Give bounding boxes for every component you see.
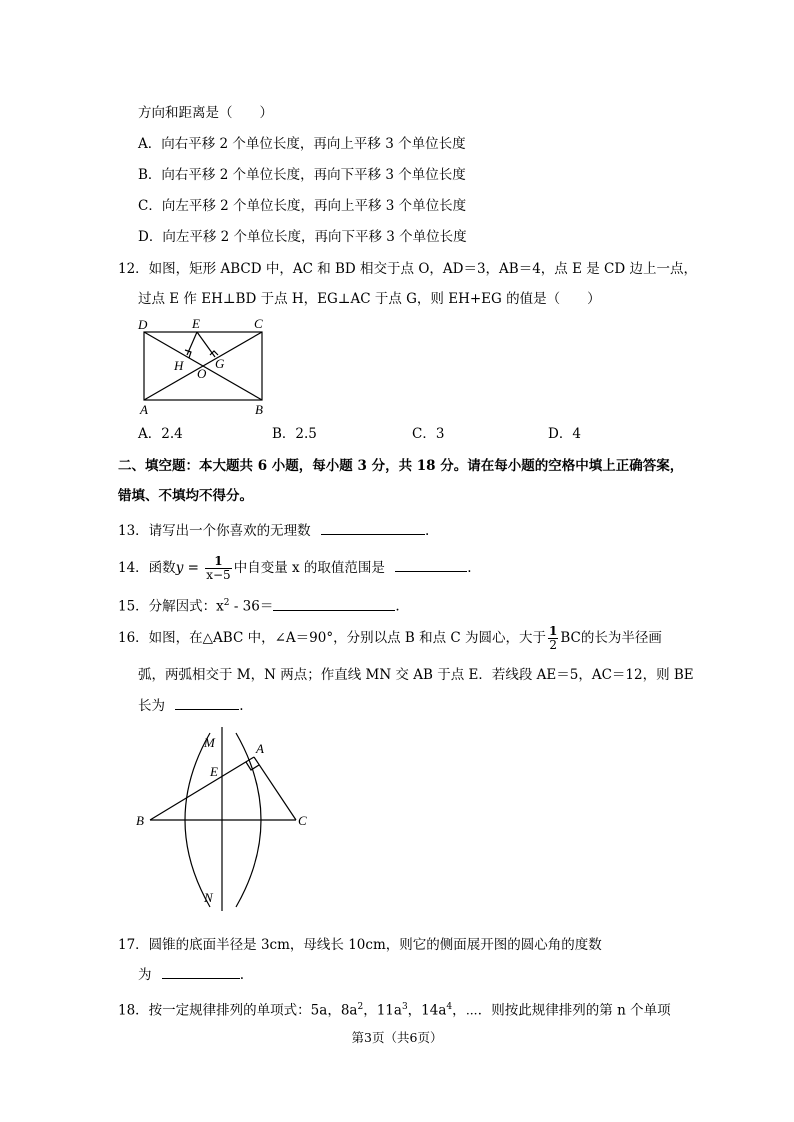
q16-line2: 弧，两弧相交于 M，N 两点；作直线 MN 交 AB 于点 E．若线段 AE＝5，AC＝12，则 BE <box>138 667 694 683</box>
label-b: B <box>255 402 263 417</box>
q16-line3: 长为 . <box>138 698 244 714</box>
q12-line1: 12．如图，矩形 ABCD 中，AC 和 BD 相交于点 O，AD＝3，AB＝4，点 E 是 CD 边上一点， <box>118 261 697 277</box>
q12-option-c: C．3 <box>412 426 445 442</box>
label-g: G <box>215 356 225 371</box>
q14-fraction: $\frac{1}{x-5}$ <box>206 554 231 582</box>
q17-line1: 17．圆锥的底面半径是 3cm，母线长 10cm，则它的侧面展开图的圆心角的度数 <box>118 937 602 953</box>
q12-option-a: A．2.4 <box>138 426 183 442</box>
q17-answer-blank[interactable] <box>162 966 240 979</box>
q16-fraction: $\frac{1}{2}$ <box>549 624 558 652</box>
q15-answer-blank[interactable] <box>273 598 395 611</box>
label-c2: C <box>298 813 307 828</box>
q12-rectangle-figure <box>130 315 280 420</box>
q12-option-b: B．2.5 <box>272 426 317 442</box>
section2-heading-line1: 二、填空题：本大题共 6 小题，每小题 3 分，共 18 分。请在每小题的空格中填上正确答案， <box>118 458 684 474</box>
q13: 13．请写出一个你喜欢的无理数 . <box>118 523 430 539</box>
q18-line1: 18．按一定规律排列的单项式：5a，$8a^2$，$11a^3$，$14a^4$，⋯．则按此规律排列的第 n 个单项 <box>118 1002 671 1019</box>
q11-option-a: A．向右平移 2 个单位长度，再向上平移 3 个单位长度 <box>138 136 466 152</box>
q14-answer-blank[interactable] <box>395 559 467 572</box>
q12-line2: 过点 E 作 EH⊥BD 于点 H，EG⊥AC 于点 G，则 EH+EG 的值是（ ） <box>138 291 601 307</box>
q11-option-b: B．向右平移 2 个单位长度，再向下平移 3 个单位长度 <box>138 167 466 183</box>
q11-tail: 方向和距离是（ ） <box>138 105 273 121</box>
label-o: O <box>197 366 207 381</box>
q15: 15．分解因式：$x^2 - 36=$ . <box>118 598 400 615</box>
q13-text: 13．请写出一个你喜欢的无理数 <box>118 523 311 539</box>
label-d: D <box>138 317 148 332</box>
q16-answer-blank[interactable] <box>175 697 239 710</box>
label-a: A <box>140 402 148 417</box>
q17-line2: 为 . <box>138 967 245 983</box>
label-a2: A <box>256 741 264 756</box>
label-e: E <box>192 316 200 331</box>
page-footer: 第3页（共6页） <box>351 1030 443 1045</box>
label-m: M <box>204 735 215 750</box>
q11-option-c: C．向左平移 2 个单位长度，再向上平移 3 个单位长度 <box>138 198 467 214</box>
q16-triangle-figure <box>130 725 320 915</box>
label-c: C <box>254 316 263 331</box>
label-b2: B <box>136 813 144 828</box>
segment-ab <box>150 757 254 820</box>
label-e2: E <box>210 764 218 779</box>
q11-option-d: D．向左平移 2 个单位长度，再向下平移 3 个单位长度 <box>138 229 467 245</box>
q14: 14．函数y = $\frac{1}{x-5}$ 中自变量 x 的取值范围是 . <box>118 554 472 582</box>
q12-option-d: D．4 <box>548 426 581 442</box>
label-n: N <box>204 890 213 905</box>
section2-heading-line2: 错填、不填均不得分。 <box>118 488 253 504</box>
label-h: H <box>174 358 184 373</box>
q16-line1: 16．如图，在△ABC 中，∠A＝90°，分别以点 B 和点 C 为圆心，大于 $\frac{1}{2}$ BC的长为半径画 <box>118 624 662 652</box>
q13-answer-blank[interactable] <box>321 522 425 535</box>
